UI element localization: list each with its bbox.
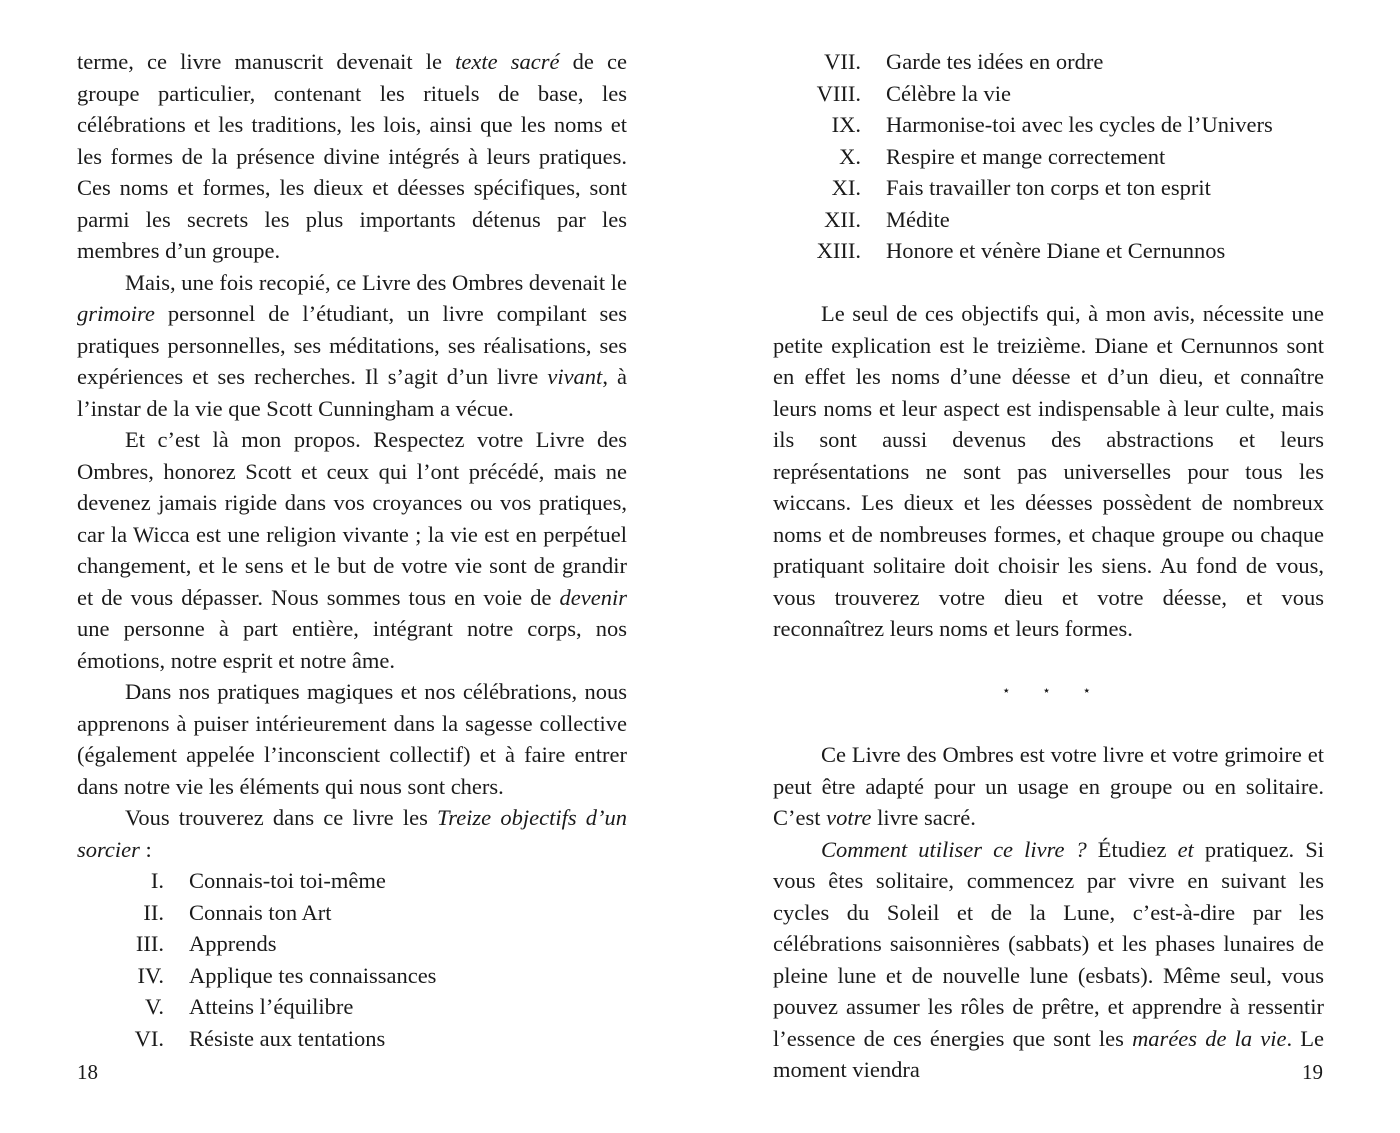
paragraph: Dans nos pratiques magiques et nos célébrations, nous apprenons à puiser intérieurement dans la sagesse collective (également appelée l’inconscient collectif) et à faire entrer dans notre vie les éléments qui nous sont chers. — [77, 679, 627, 799]
list-item: I. Connais-toi toi-même — [150, 868, 386, 893]
list-item: IX. Harmonise-toi avec les cycles de l’Univers — [831, 112, 1273, 137]
list-item: IV. Applique tes connaissances — [137, 962, 437, 988]
list-item: XII. Médite — [824, 206, 950, 232]
page-number: 19 — [1302, 1060, 1323, 1084]
list-item: VIII. Célèbre la vie — [816, 80, 1011, 106]
paragraph: Le seul de ces objectifs qui, à mon avis, nécessite une petite explication est le treizième. Diane et Cernunnos sont en effet les noms d’une déesse et d’un dieu, et connaître leurs noms et leur aspect est indispensable à leur culte, mais ils sont aussi devenus des abstractions et leurs représentations ne sont pas universelles pour tous les wiccans. Les dieux et les déesses possèdent de nombreux noms et de nombreuses formes, et chaque groupe ou chaque pratiquant solitaire doit choisir les siens. Au fond de vous, vous trouverez votre dieu et votre déesse, et vous reconnaîtrez leurs noms et leurs formes. — [773, 301, 1324, 641]
list-item: III. Apprends — [135, 931, 277, 956]
paragraph: Comment utiliser ce livre ? Étudiez et pratiquez. Si vous êtes solitaire, commencez par vivre en suivant les cycles du Soleil et de la Lune, c’est-à-dire par les célébrations saisonnières (sabbats) et les phases lunaires de pleine lune et de nouvelle lune (esbats). Même seul, vous pouvez assumer les rôles de prêtre, et apprendre à ressentir l’essence de ces énergies que sont les marées de la vie. Le moment viendra — [773, 836, 1324, 1082]
paragraph: terme, ce livre manuscrit devenait le texte sacré de ce groupe particulier, contenant les rituels de base, les célébrations et les traditions, les lois, ainsi que les noms et les formes de la présence divine intégrés à leurs pratiques. Ces noms et formes, les dieux et déesses spécifiques, sont parmi les secrets les plus importants détenus par les membres d’un groupe. — [77, 49, 627, 263]
paragraph: Mais, une fois recopié, ce Livre des Ombres devenait le grimoire personnel de l’étudiant, un livre compilant ses pratiques personnelles, ses méditations, ses réalisations, ses expériences et ses recherches. Il s’agit d’un livre vivant, à l’instar de la vie que Scott Cunningham a vécue. — [77, 269, 627, 421]
spacer — [773, 267, 1324, 299]
paragraph: Et c’est là mon propos. Respectez votre Livre des Ombres, honorez Scott et ceux qui l’ont précédé, mais ne devenez jamais rigide dans vos croyances ou vos pratiques, car la Wicca est une religion vivante ; la vie est en perpétuel changement, et le sens et le but de votre vie sont de grandir et de vous dépasser. Nous sommes tous en voie de devenir une personne à part entière, intégrant notre corps, nos émotions, notre esprit et notre âme. — [77, 427, 627, 673]
list-item: V. Atteins l’équilibre — [145, 994, 354, 1019]
section-separator: ⋆ ⋆ ⋆ — [1001, 684, 1106, 699]
list-item: XIII. Honore et vénère Diane et Cernunnos — [816, 238, 1226, 263]
paragraph: Vous trouverez dans ce livre les Treize objectifs d’un sorcier : — [77, 805, 627, 862]
list-item: VII. Garde tes idées en ordre — [824, 49, 1104, 74]
page-number: 18 — [77, 1060, 98, 1084]
left-page — [77, 46, 627, 1054]
paragraph: Ce Livre des Ombres est votre livre et votre grimoire et peut être adapté pour un usage en groupe ou en solitaire. C’est votre livre sacré. — [773, 742, 1324, 830]
aims-list — [773, 46, 1324, 267]
list-item: VI. Résiste aux tentations — [134, 1025, 386, 1051]
list-item: XI. Fais travailler ton corps et ton esprit — [831, 175, 1211, 200]
list-item: X. Respire et mange correctement — [839, 143, 1166, 169]
right-page — [773, 46, 1324, 1086]
aims-list — [77, 865, 627, 1054]
list-item: II. Connais ton Art — [143, 899, 332, 925]
